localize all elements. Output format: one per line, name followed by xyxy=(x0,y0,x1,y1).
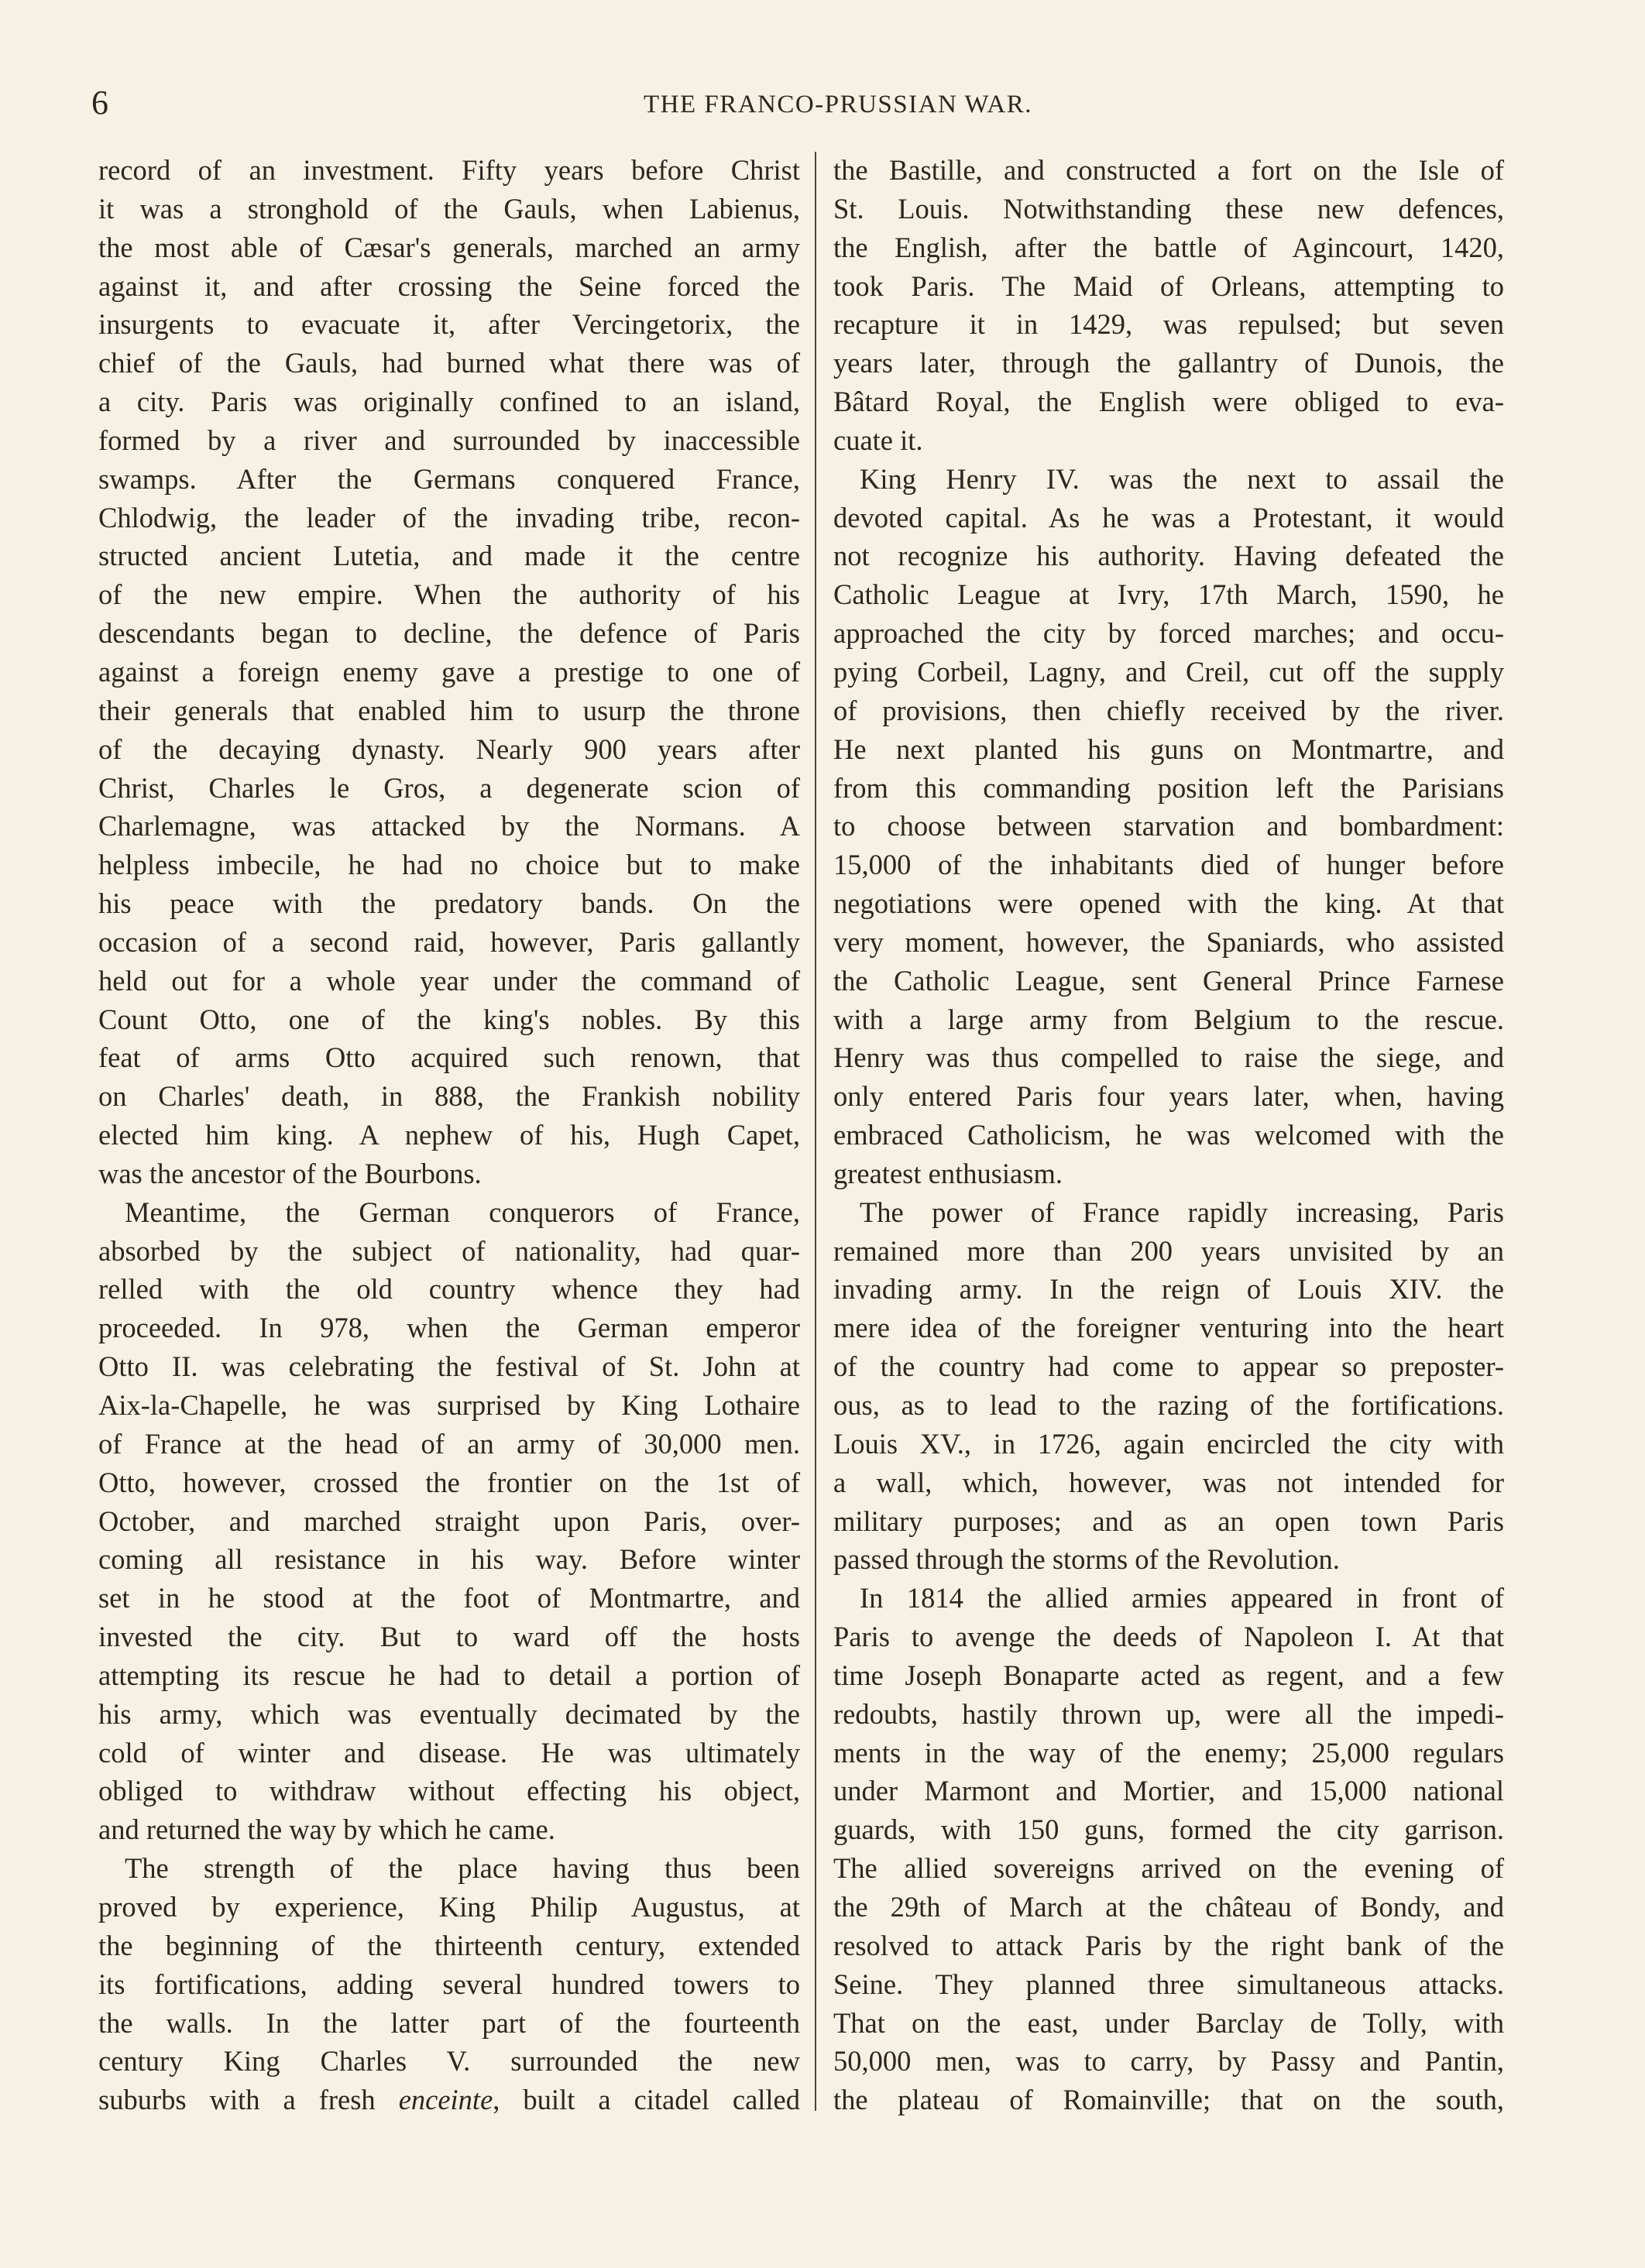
paragraph xyxy=(833,460,1504,1193)
text-line: remained more than 200 years unvisited by an xyxy=(833,1234,1504,1267)
text-line: embraced Catholicism, he was welcomed with the xyxy=(833,1119,1504,1151)
text-line: his peace with the predatory bands. On the xyxy=(98,887,800,920)
text-line: Bâtard Royal, the English were obliged to eva- xyxy=(833,386,1504,418)
right-column xyxy=(833,151,1504,2119)
text-line: the Bastille, and constructed a fort on the Isle of xyxy=(833,154,1504,186)
text-line: of provisions, then chiefly received by the river. xyxy=(833,694,1504,726)
text-line: Henry was thus compelled to raise the siege, and xyxy=(833,1041,1504,1074)
text-line: coming all resistance in his way. Before winter xyxy=(98,1543,800,1576)
text-line: and returned the way by which he came. xyxy=(98,1813,555,1846)
text-line: the English, after the battle of Agincourt, 1420, xyxy=(833,231,1504,263)
text-line: Otto II. was celebrating the festival of St. John at xyxy=(98,1350,800,1383)
text-line: The power of France rapidly increasing, Paris xyxy=(860,1196,1504,1228)
text-line: their generals that enabled him to usurp the throne xyxy=(98,694,800,726)
text-line: with a large army from Belgium to the rescue. xyxy=(833,1003,1504,1035)
text-line: of the decaying dynasty. Nearly 900 years after xyxy=(98,733,800,765)
text-line: feat of arms Otto acquired such renown, that xyxy=(98,1041,800,1074)
text-line: greatest enthusiasm. xyxy=(833,1157,1063,1189)
paragraph xyxy=(98,1193,800,1849)
text-line: the 29th of March at the château of Bondy, and xyxy=(833,1890,1504,1923)
text-line: Seine. They planned three simultaneous attacks. xyxy=(833,1968,1504,2000)
text-line: elected him king. A nephew of his, Hugh Capet, xyxy=(98,1119,800,1151)
text-line: proceeded. In 978, when the German emperor xyxy=(98,1312,800,1344)
text-line: cuate it. xyxy=(833,424,923,456)
paragraph xyxy=(833,1579,1504,2119)
text-line: its fortifications, adding several hundred towers to xyxy=(98,1968,800,2000)
paragraph xyxy=(833,1193,1504,1579)
text-line: pying Corbeil, Lagny, and Creil, cut off the supply xyxy=(833,655,1504,688)
text-line: a city. Paris was originally confined to an island, xyxy=(98,386,800,418)
text-line: That on the east, under Barclay de Tolly, with xyxy=(833,2006,1504,2039)
text-line xyxy=(98,2081,800,2119)
text-line: October, and marched straight upon Paris, over- xyxy=(98,1505,800,1537)
text-line: the walls. In the latter part of the fourteenth xyxy=(98,2006,800,2039)
text-line: proved by experience, King Philip Augustus, at xyxy=(98,1890,800,1923)
text-line: Meantime, the German conquerors of France, xyxy=(125,1196,800,1228)
italic-term: enceinte xyxy=(398,2084,493,2116)
text-line: the most able of Cæsar's generals, marched an army xyxy=(98,231,800,263)
text-line: only entered Paris four years later, when, having xyxy=(833,1080,1504,1113)
text-line: on Charles' death, in 888, the Frankish nobility xyxy=(98,1080,800,1113)
text-line: redoubts, hastily thrown up, were all the impedi- xyxy=(833,1697,1504,1730)
text-line: Chlodwig, the leader of the invading tribe, recon- xyxy=(98,501,800,534)
text-line: his army, which was eventually decimated by the xyxy=(98,1697,800,1730)
text-line: from this commanding position left the Parisians xyxy=(833,771,1504,804)
text-line: ments in the way of the enemy; 25,000 regulars xyxy=(833,1736,1504,1769)
text-line: Paris to avenge the deeds of Napoleon I. At that xyxy=(833,1621,1504,1653)
text-line: The allied sovereigns arrived on the evening of xyxy=(833,1852,1504,1885)
text-line: it was a stronghold of the Gauls, when Labienus, xyxy=(98,192,800,225)
text-line: obliged to withdraw without effecting his object, xyxy=(98,1775,800,1807)
text-line: the beginning of the thirteenth century, extended xyxy=(98,1929,800,1961)
text-line: invested the city. But to ward off the hosts xyxy=(98,1621,800,1653)
text-line: King Henry IV. was the next to assail the xyxy=(860,462,1504,495)
text-line: approached the city by forced marches; and occu- xyxy=(833,617,1504,650)
text-line: The strength of the place having thus been xyxy=(125,1852,800,1885)
text-line: took Paris. The Maid of Orleans, attempting to xyxy=(833,269,1504,302)
text-line: passed through the storms of the Revolution. xyxy=(833,1543,1340,1576)
column-divider xyxy=(815,152,816,2111)
text-segment: suburbs with a fresh xyxy=(98,2084,399,2116)
text-line: to choose between starvation and bombardment: xyxy=(833,810,1504,842)
text-line: military purposes; and as an open town Paris xyxy=(833,1505,1504,1537)
text-line: not recognize his authority. Having defeated the xyxy=(833,540,1504,572)
paragraph xyxy=(98,1849,800,2119)
text-line: Christ, Charles le Gros, a degenerate scion of xyxy=(98,771,800,804)
text-line: ous, as to lead to the razing of the fortifications. xyxy=(833,1389,1504,1421)
text-line: 50,000 men, was to carry, by Passy and Pantin, xyxy=(833,2045,1504,2078)
text-line: negotiations were opened with the king. At that xyxy=(833,887,1504,920)
text-line: under Marmont and Mortier, and 15,000 national xyxy=(833,1775,1504,1807)
text-line: record of an investment. Fifty years before Christ xyxy=(98,154,800,186)
text-line: attempting its rescue he had to detail a portion of xyxy=(98,1659,800,1691)
text-line: the plateau of Romainville; that on the south, xyxy=(833,2084,1504,2116)
text-line: against it, and after crossing the Seine forced the xyxy=(98,269,800,302)
text-line: mere idea of the foreigner venturing into the heart xyxy=(833,1312,1504,1344)
paragraph xyxy=(833,151,1504,460)
text-line: very moment, however, the Spaniards, who assisted xyxy=(833,925,1504,958)
text-line: of France at the head of an army of 30,000 men. xyxy=(98,1427,800,1460)
text-line: years later, through the gallantry of Dunois, the xyxy=(833,347,1504,379)
text-line: guards, with 150 guns, formed the city garrison. xyxy=(833,1813,1504,1846)
text-line: set in he stood at the foot of Montmartre, and xyxy=(98,1582,800,1614)
text-line: occasion of a second raid, however, Paris gallantly xyxy=(98,925,800,958)
text-line: Charlemagne, was attacked by the Normans. A xyxy=(98,810,800,842)
text-line: absorbed by the subject of nationality, had quar- xyxy=(98,1234,800,1267)
text-line: invading army. In the reign of Louis XIV. the xyxy=(833,1273,1504,1306)
text-line: century King Charles V. surrounded the new xyxy=(98,2045,800,2078)
text-line: swamps. After the Germans conquered France, xyxy=(98,462,800,495)
text-line: resolved to attack Paris by the right bank of the xyxy=(833,1929,1504,1961)
text-line: recapture it in 1429, was repulsed; but seven xyxy=(833,308,1504,341)
text-line: In 1814 the allied armies appeared in front of xyxy=(860,1582,1504,1614)
text-line: Otto, however, crossed the frontier on the 1st of xyxy=(98,1466,800,1498)
text-line: a wall, which, however, was not intended for xyxy=(833,1466,1504,1498)
left-column xyxy=(98,151,800,2119)
text-line: of the new empire. When the authority of his xyxy=(98,578,800,611)
text-line: He next planted his guns on Montmartre, and xyxy=(833,733,1504,765)
text-line: Catholic League at Ivry, 17th March, 1590, he xyxy=(833,578,1504,611)
text-line: structed ancient Lutetia, and made it the centre xyxy=(98,540,800,572)
paragraph xyxy=(98,151,800,1193)
text-line: descendants began to decline, the defence of Paris xyxy=(98,617,800,650)
text-line: Count Otto, one of the king's nobles. By this xyxy=(98,1003,800,1035)
text-line: Louis XV., in 1726, again encircled the city with xyxy=(833,1427,1504,1460)
text-line: was the ancestor of the Bourbons. xyxy=(98,1157,482,1189)
text-line: St. Louis. Notwithstanding these new defences, xyxy=(833,192,1504,225)
text-line: cold of winter and disease. He was ultimately xyxy=(98,1736,800,1769)
text-line: insurgents to evacuate it, after Vercingetorix, the xyxy=(98,308,800,341)
text-line: helpless imbecile, he had no choice but to make xyxy=(98,849,800,881)
text-line: Aix-la-Chapelle, he was surprised by King Lothaire xyxy=(98,1389,800,1421)
text-line: time Joseph Bonaparte acted as regent, and a few xyxy=(833,1659,1504,1691)
text-line: of the country had come to appear so preposter- xyxy=(833,1350,1504,1383)
text-line: formed by a river and surrounded by inaccessible xyxy=(98,424,800,456)
text-segment: , built a citadel called xyxy=(493,2084,800,2116)
text-line: the Catholic League, sent General Prince Farnese xyxy=(833,964,1504,997)
text-line: chief of the Gauls, had burned what there was of xyxy=(98,347,800,379)
page-number: 6 xyxy=(91,84,108,122)
text-line: devoted capital. As he was a Protestant, it would xyxy=(833,501,1504,534)
running-title: THE FRANCO-PRUSSIAN WAR. xyxy=(643,91,1033,118)
text-line: relled with the old country whence they had xyxy=(98,1273,800,1306)
text-line: 15,000 of the inhabitants died of hunger before xyxy=(833,849,1504,881)
text-line: against a foreign enemy gave a prestige to one of xyxy=(98,655,800,688)
text-line: held out for a whole year under the command of xyxy=(98,964,800,997)
